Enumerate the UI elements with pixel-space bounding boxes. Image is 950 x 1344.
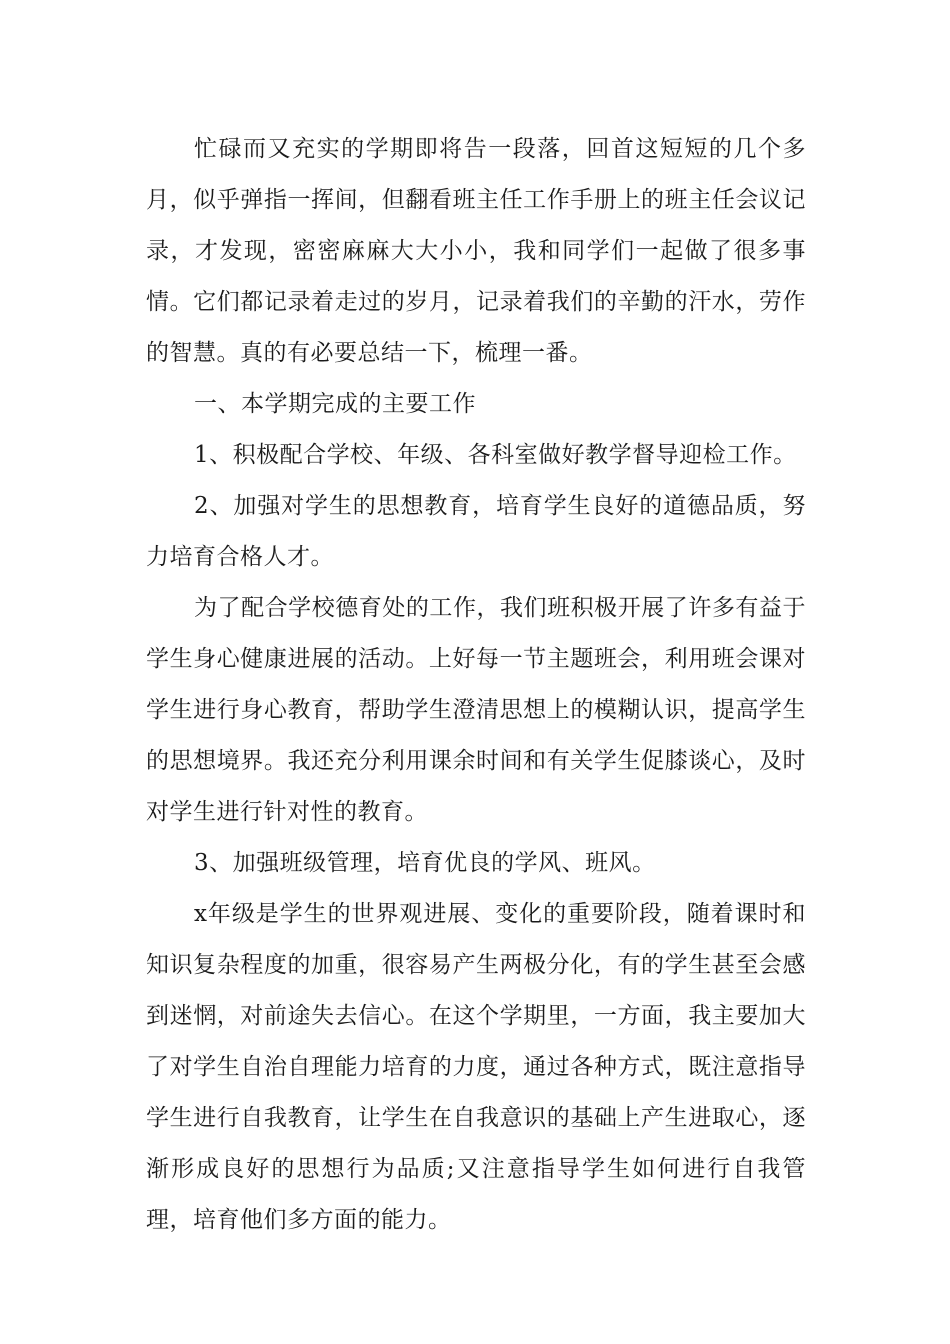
paragraph-item-1: 1、积极配合学校、年级、各科室做好教学督导迎检工作。: [194, 442, 797, 468]
paragraph-intro: 忙碌而又充实的学期即将告一段落，回首这短短的几个多月，似乎弹指一挥间，但翻看班主任工作手册上的班主任会议记录，才发现，密密麻麻大大小小，我和同学们一起做了很多事情。它们都记录着走过的岁月，记录着我们的辛勤的汗水，劳作的智慧。真的有必要总结一下，梳理一番。: [146, 136, 806, 366]
paragraph-item-3: 3、加强班级管理，培育优良的学风、班风。: [194, 850, 656, 876]
paragraph-item-2: 2、加强对学生的思想教育，培育学生良好的道德品质，努力培育合格人才。: [146, 493, 806, 570]
section-heading-main-work: 一、本学期完成的主要工作: [194, 391, 476, 417]
paragraph-moral-education: 为了配合学校德育处的工作，我们班积极开展了许多有益于学生身心健康进展的活动。上好每一节主题班会，利用班会课对学生进行身心教育，帮助学生澄清思想上的模糊认识，提高学生的思想境界。我还充分利用课余时间和有关学生促膝谈心，及时对学生进行针对性的教育。: [146, 595, 806, 825]
document-body: [146, 124, 806, 1246]
paragraph-class-management: x年级是学生的世界观进展、变化的重要阶段，随着课时和知识复杂程度的加重，很容易产生两极分化，有的学生甚至会感到迷惘，对前途失去信心。在这个学期里，一方面，我主要加大了对学生自治自理能力培育的力度，通过各种方式，既注意指导学生进行自我教育，让学生在自我意识的基础上产生进取心，逐渐形成良好的思想行为品质;又注意指导学生如何进行自我管理，培育他们多方面的能力。: [146, 901, 806, 1233]
